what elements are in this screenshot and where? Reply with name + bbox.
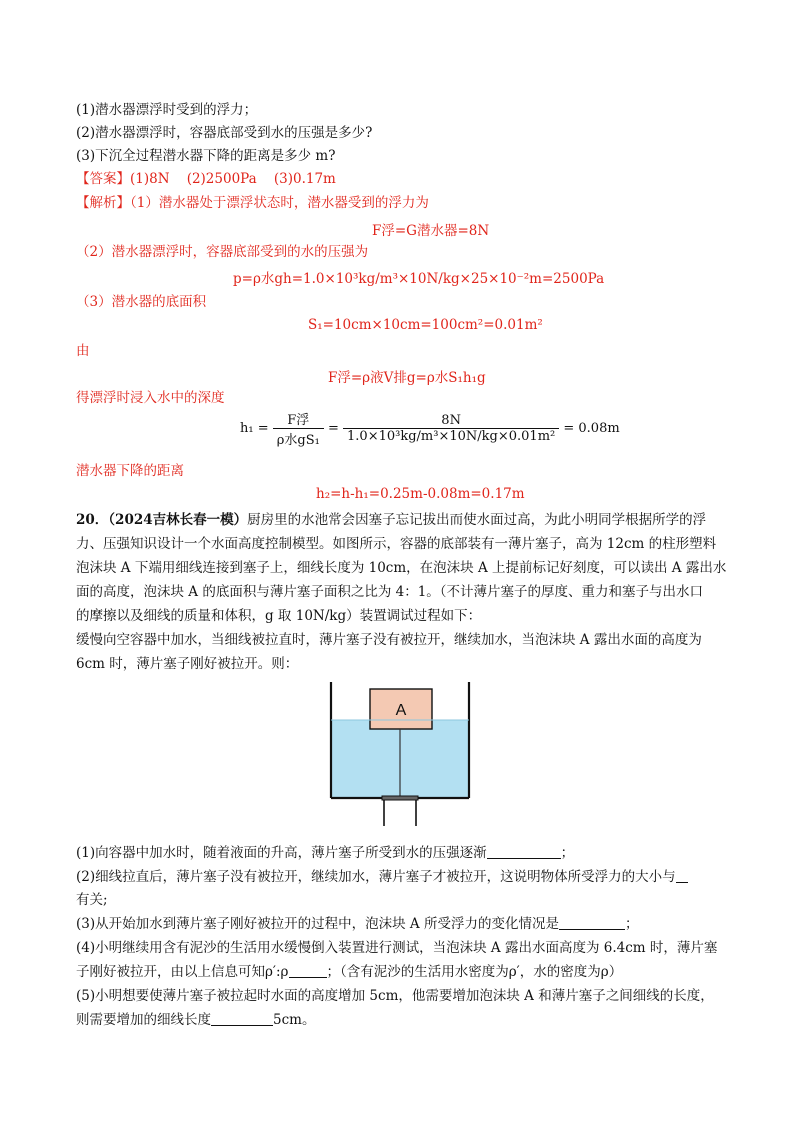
analysis-label: 【解析】 — [76, 195, 130, 211]
analysis-distance-label: 潜水器下降的距离 — [76, 463, 184, 479]
fraction-1-numerator: F浮 — [273, 409, 324, 429]
problem20-source: （2024吉林长春一模） — [108, 512, 248, 528]
subquestion-3 — [76, 915, 638, 933]
equation-depth — [240, 409, 620, 448]
equation-area: S₁=10cm×10cm=100cm²=0.01m² — [308, 317, 543, 333]
fraction-2-numerator: 8N — [343, 413, 559, 429]
container-figure — [326, 680, 474, 830]
question-1: (1)潜水器漂浮时受到的浮力； — [76, 102, 258, 118]
subquestion-5b — [76, 1011, 315, 1029]
equation-distance: h₂=h-h₁=0.25m-0.08m=0.17m — [316, 486, 525, 502]
subquestion-4-text: 子刚好被拉开，由以上信息可知ρ′:ρ — [76, 964, 289, 980]
subquestion-1 — [76, 844, 574, 862]
subquestion-1-text: (1)向容器中加水时，随着液面的升高，薄片塞子所受到水的压强逐渐 — [76, 845, 487, 861]
blank-2[interactable] — [676, 868, 688, 883]
subquestion-4b — [76, 963, 622, 981]
question-2: (2)潜水器漂浮时，容器底部受到水的压强是多少? — [76, 125, 373, 141]
equation-archimedes: F浮=ρ液V排g=ρ水S₁h₁g — [328, 370, 486, 386]
problem20-line-6: 缓慢向空容器中加水，当细线被拉直时，薄片塞子没有被拉开，继续加水，当泡沫块 A 露出水面的高度为 — [76, 632, 702, 648]
subquestion-2b: 有关; — [76, 892, 108, 908]
problem20-line-4: 面的高度，泡沫块 A 的底面积与薄片塞子面积之比为 4：1。（不计薄片塞子的厚度、重力和塞子与出水口 — [76, 584, 704, 600]
problem20-line-5: 的摩擦以及细线的质量和体积，g 取 10N/kg）装置调试过程如下： — [76, 608, 482, 624]
fraction-1 — [273, 409, 324, 448]
answer-text: (1)8N (2)2500Pa (3)0.17m — [130, 171, 336, 187]
problem20-line-1 — [76, 511, 706, 529]
subquestion-1-end: ； — [560, 845, 575, 861]
subquestion-3-text: (3)从开始加水到薄片塞子刚好被拉开的过程中，泡沫块 A 所受浮力的变化情况是 — [76, 916, 559, 932]
subquestion-3-end: ； — [624, 916, 639, 932]
equation-pressure: p=ρ水gh=1.0×10³kg/m³×10N/kg×25×10⁻²m=2500Pa — [233, 271, 605, 287]
subquestion-5a: (5)小明想要使薄片塞子被拉起时水面的高度增加 5cm，他需要增加泡沫块 A 和薄片塞子之间细线的长度， — [76, 988, 714, 1004]
blank-4[interactable] — [289, 963, 327, 978]
problem20-line-7: 6cm 时，薄片塞子刚好被拉开。则： — [76, 656, 299, 672]
subquestion-4a: (4)小明继续用含有泥沙的生活用水缓慢倒入装置进行测试，当泡沫块 A 露出水面高度为 6.4cm 时，薄片塞 — [76, 940, 718, 956]
problem20-text-1: 厨房里的水池常会因塞子忘记拔出而使水面过高，为此小明同学根据所学的浮 — [247, 512, 707, 528]
answer-line — [76, 170, 336, 188]
block-label: A — [395, 702, 407, 719]
question-3: (3)下沉全过程潜水器下降的距离是多少 m? — [76, 148, 336, 164]
equation-depth-equals: = — [327, 421, 339, 436]
analysis-depth-label: 得漂浮时浸入水中的深度 — [76, 390, 225, 406]
analysis-step-1: （1）潜水器处于漂浮状态时，潜水器受到的浮力为 — [130, 195, 429, 211]
subquestion-2a — [76, 868, 688, 886]
blank-5[interactable] — [211, 1011, 273, 1026]
analysis-step-3: （3）潜水器的底面积 — [76, 294, 207, 310]
fraction-2 — [343, 413, 559, 444]
analysis-by: 由 — [76, 343, 90, 359]
subquestion-2-text: (2)细线拉直后，薄片塞子没有被拉开，继续加水，薄片塞子才被拉开，这说明物体所受浮力的大小与 — [76, 869, 676, 885]
plug — [382, 796, 418, 800]
fraction-2-denominator: 1.0×10³kg/m³×10N/kg×0.01m² — [347, 429, 556, 444]
answer-label: 【答案】 — [76, 171, 130, 187]
analysis-line-1 — [76, 194, 429, 212]
equation-buoyancy: F浮=G潜水器=8N — [372, 223, 490, 239]
subquestion-5-end: 5cm。 — [273, 1012, 316, 1028]
problem20-line-3: 泡沫块 A 下端用细线连接到塞子上，细线长度为 10cm，在泡沫块 A 上提前标记好刻度，可以读出 A 露出水 — [76, 560, 727, 576]
analysis-step-2: （2）潜水器漂浮时，容器底部受到的水的压强为 — [76, 244, 369, 260]
equation-depth-lhs: h₁ = — [240, 421, 269, 436]
problem20-number: 20． — [76, 512, 109, 528]
blank-1[interactable] — [487, 844, 561, 859]
blank-3[interactable] — [559, 915, 625, 930]
problem20-line-2: 力、压强知识设计一个水面高度控制模型。如图所示，容器的底部装有一薄片塞子，高为 12cm 的柱形塑料 — [76, 536, 717, 552]
subquestion-5-text: 则需要增加的细线长度 — [76, 1012, 211, 1028]
subquestion-4-note: ；（含有泥沙的生活用水密度为ρ′，水的密度为ρ） — [326, 964, 623, 980]
fraction-1-denominator: ρ水gS₁ — [276, 433, 320, 448]
equation-depth-result: = 0.08m — [563, 421, 620, 436]
